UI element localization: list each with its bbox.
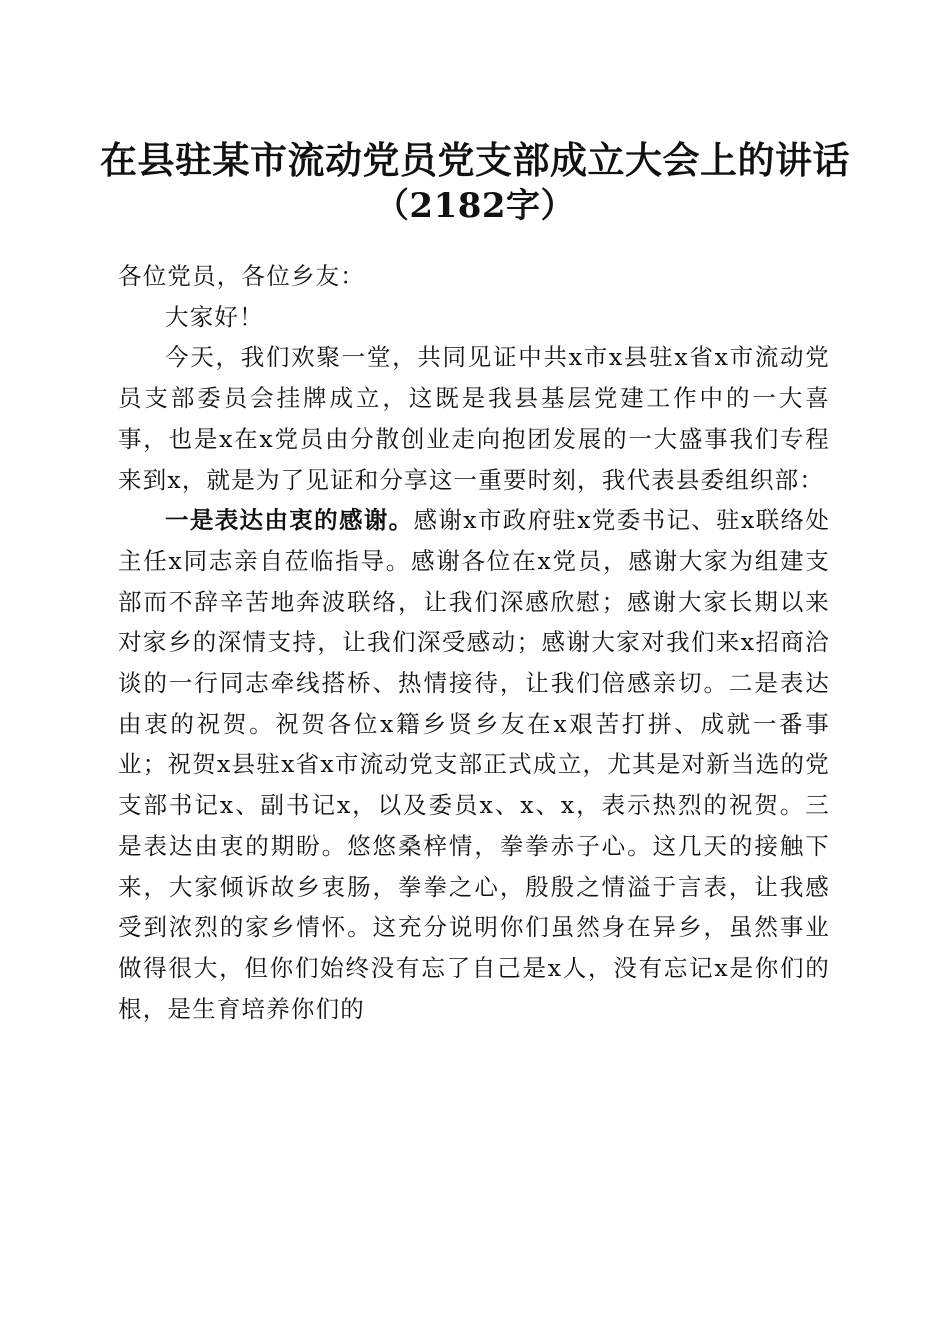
paragraph-2-rest: 感谢x市政府驻x党委书记、驻x联络处主任x同志亲自莅临指导。感谢各位在x党员，感谢大家为组建支部而不辞辛苦地奔波联络，让我们深感欣慰；感谢大家长期以来对家乡的深情支持，让我们深受感动；感谢大家对我们来x招商洽谈的一行同志牵线搭桥、热情接待，让我们倍感亲切。二是表达由衷的祝贺。祝贺各位x籍乡贤乡友在x艰苦打拼、成就一番事业；祝贺x县驻x省x市流动党支部正式成立，尤其是对新当选的党支部书记x、副书记x，以及委员x、x、x，表示热烈的祝贺。三是表达由衷的期盼。悠悠桑梓情，拳拳赤子心。这几天的接触下来，大家倾诉故乡衷肠，拳拳之心，殷殷之情溢于言表，让我感受到浓烈的家乡情怀。这充分说明你们虽然身在异乡，虽然事业做得很大，但你们始终没有忘了自己是x人，没有忘记x是你们的根，是生育培养你们的 — [118, 506, 831, 1023]
document-body — [118, 256, 830, 1029]
greeting: 大家好！ — [165, 302, 264, 331]
paragraph-2 — [118, 500, 830, 1029]
document-title: 在县驻某市流动党员党支部成立大会上的讲话 — [100, 138, 850, 182]
document-subtitle: （2182字） — [374, 186, 576, 226]
salutation: 各位党员，各位乡友： — [118, 262, 365, 290]
paragraph-2-lead: 一是表达由衷的感谢。 — [165, 506, 414, 535]
paragraph-1: 今天，我们欢聚一堂，共同见证中共x市x县驻x省x市流动党员支部委员会挂牌成立，这既是我县基层党建工作中的一大喜事，也是x在x党员由分散创业走向抱团发展的一大盛事我们专程来到x，就是为了见证和分享这一重要时刻，我代表县委组织部： — [118, 343, 830, 494]
